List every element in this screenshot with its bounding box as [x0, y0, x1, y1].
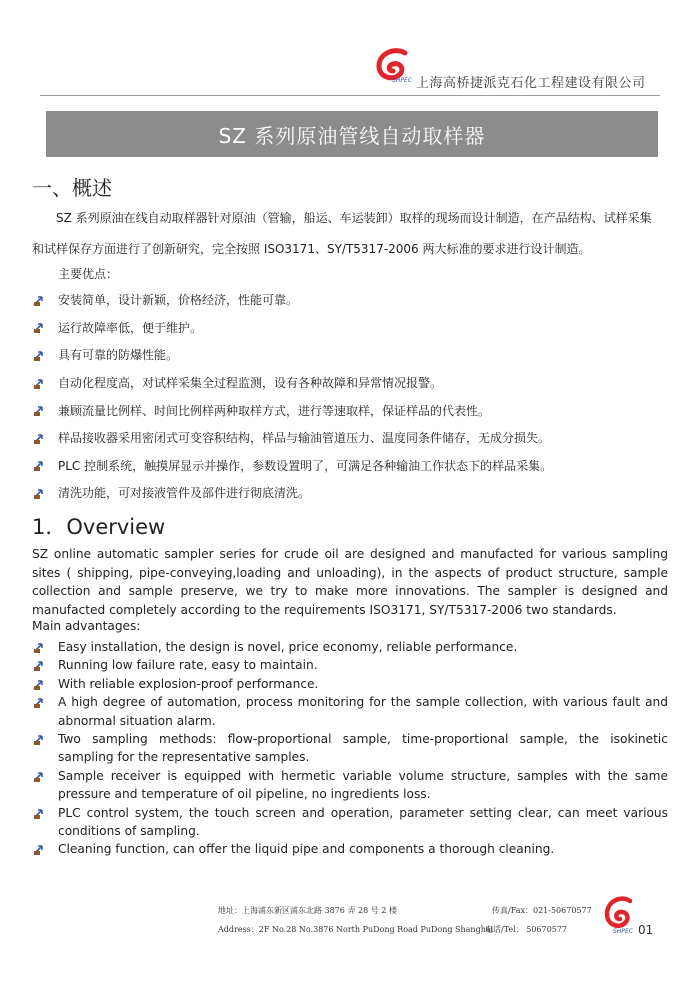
list-item: [32, 638, 668, 656]
advantages-list-cn: [32, 286, 672, 507]
bullet-arrow-icon: [32, 640, 48, 654]
list-item: [32, 424, 672, 452]
main-advantages-label-cn: 主要优点：: [58, 267, 119, 281]
list-item: [32, 396, 672, 424]
bullet-text: Easy installation, the design is novel, price economy, reliable performance.: [58, 640, 518, 654]
company-name: 上海高桥捷派克石化工程建设有限公司: [416, 76, 646, 91]
section-heading-cn: 一、概述: [32, 176, 112, 200]
bullet-text: 具有可靠的防爆性能。: [58, 348, 179, 363]
header-rule: [40, 95, 660, 96]
bullet-text: Running low failure rate, easy to maintain.: [58, 658, 318, 673]
bullet-arrow-icon: [32, 348, 48, 362]
footer-address-cn: 地址：上海浦东新区浦东北路 3876 弄 28 号 2 楼: [218, 906, 397, 915]
list-item: [32, 840, 668, 858]
bullet-text: A high degree of automation, process monitoring for the sample collection, with various fault and abnormal situation alarm.: [58, 695, 668, 728]
advantages-list-en: [32, 638, 668, 859]
page-number: 01: [638, 923, 654, 937]
bullet-arrow-icon: [32, 486, 48, 500]
bullet-text: Cleaning function, can offer the liquid pipe and components a thorough cleaning.: [58, 842, 555, 857]
footer-logo-icon: [604, 895, 636, 935]
footer-tel: 电话/Tel： 50670577: [485, 925, 567, 934]
bullet-text: 兼顾流量比例样、时间比例样两种取样方式，进行等速取样，保证样品的代表性。: [58, 403, 491, 418]
company-logo-icon: [375, 47, 413, 83]
list-item: [32, 479, 672, 507]
bullet-arrow-icon: [32, 806, 48, 820]
list-item: [32, 286, 672, 314]
bullet-arrow-icon: [32, 293, 48, 307]
bullet-text: 清洗功能，可对接液管件及部件进行彻底清洗。: [58, 486, 311, 501]
list-item: [32, 314, 672, 342]
list-item: [32, 675, 668, 693]
bullet-text: 安装简单，设计新颖，价格经济，性能可靠。: [58, 293, 299, 308]
logo-text: SHPEC: [392, 77, 412, 83]
intro-line-2: 和试样保存方面进行了创新研究，完全按照 ISO3171、SY/T5317-2006 两大标准的要求进行设计制造。: [32, 242, 591, 256]
bullet-arrow-icon: [32, 695, 48, 709]
main-advantages-label-en: Main advantages:: [32, 619, 141, 633]
bullet-arrow-icon: [32, 732, 48, 746]
intro-line-1: [32, 203, 668, 234]
intro-line-1-text: SZ 系列原油在线自动取样器针对原油（管输，船运、车运装卸）取样的现场而设计制造，在产品结构、试样采集: [56, 211, 652, 225]
intro-paragraph-cn: [32, 203, 668, 265]
bullet-arrow-icon: [32, 658, 48, 672]
bullet-text: 运行故障率低，便于维护。: [58, 320, 203, 335]
bullet-text: PLC 控制系统，触摸屏显示并操作，参数设置明了，可满足各种输油工作状态下的样品采集。: [58, 458, 553, 473]
bullet-text: PLC control system, the touch screen and operation, parameter setting clear, can meet various conditions of sampling.: [58, 805, 668, 839]
list-item: [32, 693, 668, 730]
bullet-arrow-icon: [32, 376, 48, 390]
list-item: [32, 656, 668, 674]
list-item: [32, 369, 672, 397]
bullet-arrow-icon: [32, 431, 48, 445]
bullet-arrow-icon: [32, 677, 48, 691]
list-item: [32, 341, 672, 369]
intro-paragraph-en: SZ online automatic sampler series for crude oil are designed and manufacted for various sampling sites ( shipping, pipe-conveying,loading and unloading), in the aspects of product structure, sample collection and sample preserve, we try to make more innovations. The sampler is designed and manufacted completely according to the requirements ISO3171, SY/T5317-2006 two standards.: [32, 547, 668, 617]
bullet-text: 样品接收器采用密闭式可变容积结构，样品与输油管道压力、温度同条件储存，无成分损失。: [58, 431, 551, 446]
document-title-bar: [46, 111, 658, 157]
bullet-text: With reliable explosion-proof performance.: [58, 676, 319, 691]
list-item: [32, 452, 672, 480]
bullet-arrow-icon: [32, 769, 48, 783]
bullet-arrow-icon: [32, 320, 48, 334]
list-item: [32, 730, 668, 767]
footer-fax: 传真/Fax：021-50670577: [492, 906, 592, 915]
list-item: [32, 804, 668, 841]
bullet-text: Sample receiver is equipped with hermetic variable volume structure, samples with the same pressure and temperature of oil pipeline, no ingredients loss.: [58, 768, 668, 802]
bullet-arrow-icon: [32, 403, 48, 417]
footer-address-en: Address：2F No.28 No.3876 North PuDong Road PuDong Shanghai: [218, 925, 494, 934]
bullet-text: 自动化程度高，对试样采集全过程监测，设有各种故障和异常情况报警。: [58, 376, 443, 391]
page-header: [0, 0, 700, 100]
bullet-text: Two sampling methods: flow-proportional sample, time-proportional sample, the isokinetic sampling for the representative samples.: [58, 732, 668, 765]
page-footer: [0, 895, 700, 995]
document-title: SZ 系列原油管线自动取样器: [218, 123, 486, 148]
bullet-arrow-icon: [32, 842, 48, 856]
section-heading-en: 1．Overview: [32, 515, 166, 539]
footer-logo-text: SHPEC: [613, 928, 633, 935]
list-item: [32, 767, 668, 804]
bullet-arrow-icon: [32, 458, 48, 472]
